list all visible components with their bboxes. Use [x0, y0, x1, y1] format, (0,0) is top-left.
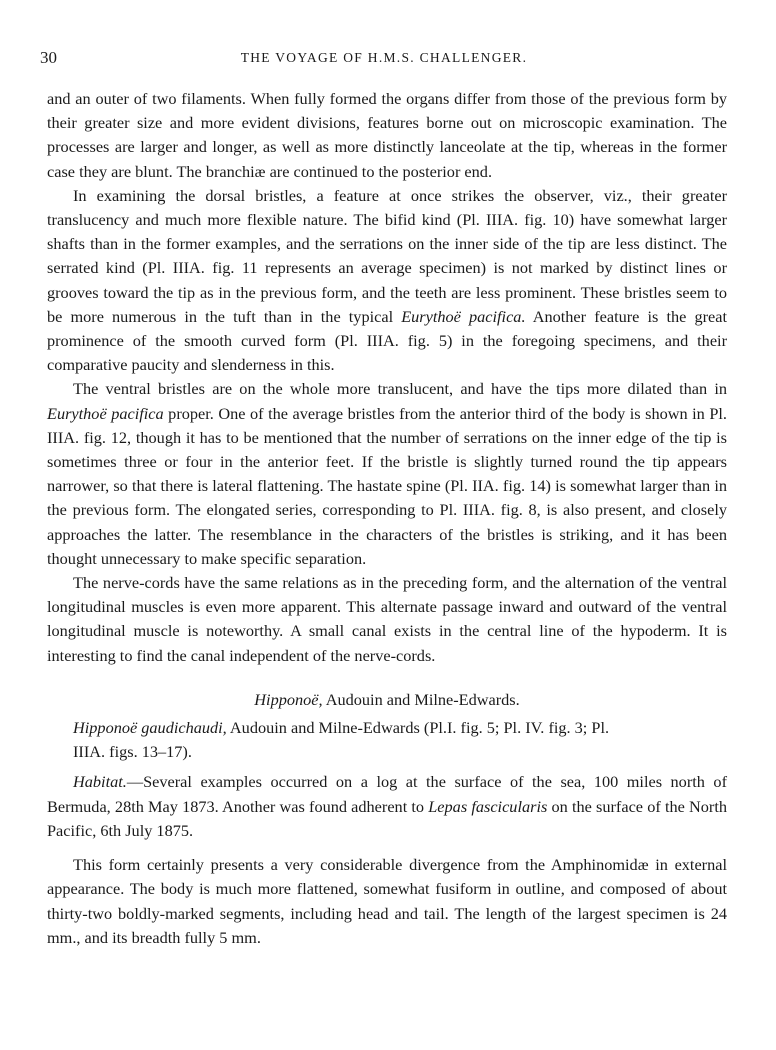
species-citation: Audouin and Milne-Edwards (Pl.I. fig. 5; Pl. IV. fig. 3; Pl. — [226, 718, 610, 738]
habitat-text: —Several examples occurred on a log at the surface of the sea, 100 miles north of Bermuda, 28th May 1873. Another was found adherent to — [47, 772, 727, 816]
host-species-name: Lepas fascicularis — [428, 796, 548, 816]
paragraph-nerve-cords: The nerve-cords have the same relations as in the preceding form, and the alternation of the ventral longitudinal muscles is even more apparent. This alternate passage inward and outward of the ventral longitudinal muscle is noteworthy. A small canal exists in the central line of the hypoderm. It is interesting to find the canal independent of the nerve-cords. — [47, 573, 727, 665]
genus-heading — [47, 688, 727, 712]
paragraph-text: proper. One of the average bristles from the anterior third of the body is shown in Pl. IIIA. fig. 12, though it has to be mentioned that the number of serrations on the inner edge of the tip is sometimes three or four in the anterior feet. If the bristle is slightly turned round the tip appears narrower, so that there is lateral flattening. The hastate spine (Pl. IIA. fig. 14) is somewhat larger than in the previous form. The elongated series, corresponding to Pl. IIIA. fig. 8, is also present, and closely approaches the latter. The resemblance in the characters of the bristles is striking, and it has been thought unnecessary to make specific separation. — [47, 403, 727, 568]
genus-authors: Audouin and Milne-Edwards. — [322, 689, 520, 709]
paragraph-text: The ventral bristles are on the whole more translucent, and have the tips more dilated than in — [73, 379, 727, 399]
page-number: 30 — [40, 48, 57, 67]
species-name: Hipponoë gaudichaudi, — [73, 718, 227, 738]
species-heading — [47, 716, 727, 764]
species-name: Eurythoë pacifica. — [401, 306, 526, 326]
paragraph-ventral-bristles — [47, 377, 727, 571]
habitat-label: Habitat. — [73, 772, 127, 792]
paragraph-divergence: This form certainly presents a very considerable divergence from the Amphinomidæ in external appearance. The body is much more flattened, somewhat fusiform in outline, and composed of about thirty-two boldly-marked segments, including head and tail. The length of the largest specimen is 24 mm., and its breadth fully 5 mm. — [47, 855, 727, 947]
paragraph-dorsal-bristles — [47, 184, 727, 378]
habitat-paragraph — [47, 770, 727, 843]
species-citation-continued: IIIA. figs. 13–17). — [73, 742, 192, 762]
species-name: Eurythoë pacifica — [47, 403, 164, 423]
genus-name: Hipponoë, — [254, 689, 323, 709]
running-title: THE VOYAGE OF H.M.S. CHALLENGER. — [240, 50, 528, 65]
paragraph-text: Another feature is the great prominence of the smooth curved form (Pl. IIIA. fig. 5) in the foregoing specimens, and their comparative paucity and slenderness in this. — [47, 306, 728, 375]
body-text — [47, 87, 727, 950]
page-header — [40, 48, 728, 70]
habitat-text: on the surface of the North Pacific, 6th July 1875. — [47, 796, 727, 840]
paragraph-branchiae: and an outer of two filaments. When fully formed the organs differ from those of the previous form by their greater size and more evident divisions, features borne out on microscopic examination. The processes are larger and longer, as well as more distinctly lanceolate at the tip, whereas in the former case they are blunt. The branchiæ are continued to the posterior end. — [47, 89, 727, 181]
paragraph-text: In examining the dorsal bristles, a feature at once strikes the observer, viz., their greater translucency and much more flexible nature. The bifid kind (Pl. IIIA. fig. 10) have somewhat larger shafts than in the former examples, and the serrations on the inner side of the tip are less distinct. The serrated kind (Pl. IIIA. fig. 11 represents an average specimen) is not marked by distinct lines or grooves toward the tip as in the previous form, and the teeth are less prominent. These bristles seem to be more numerous in the tuft than in the typical — [47, 185, 727, 326]
